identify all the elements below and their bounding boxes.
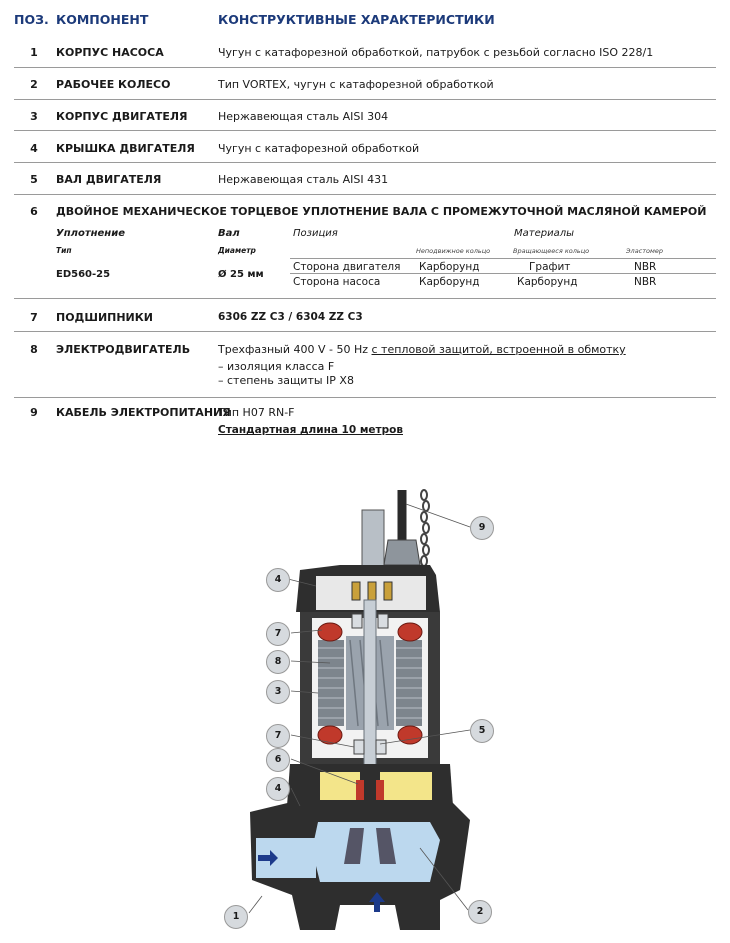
header-characteristics: КОНСТРУКТИВНЫЕ ХАРАКТЕРИСТИКИ (218, 12, 495, 27)
callout-bubble: 7 (266, 622, 290, 646)
motor-description-underlined: с тепловой защитой, встроенной в обмотку (371, 343, 626, 356)
seal-title: ДВОЙНОЕ МЕХАНИЧЕСКОЕ ТОРЦЕВОЕ УПЛОТНЕНИЕ ВАЛА С ПРОМЕЖУТОЧНОЙ МАСЛЯНОЙ КАМЕРОЙ (56, 205, 707, 218)
callout-bubble: 1 (224, 905, 248, 929)
row-description: Нержавеющая сталь AISI 304 (218, 110, 389, 123)
impeller-chamber (312, 822, 440, 882)
seal-position: Сторона двигателя (293, 261, 401, 273)
row-component: КОРПУС ДВИГАТЕЛЯ (56, 110, 188, 123)
diameter-sub-label: Диаметр (218, 246, 256, 255)
seal-divider (290, 273, 716, 274)
row-description: Тип H07 RN-F (218, 406, 295, 419)
callout-bubble: 6 (266, 748, 290, 772)
row-component: ВАЛ ДВИГАТЕЛЯ (56, 173, 162, 186)
shaft-column-label: Вал (218, 228, 240, 239)
pump-cross-section-diagram (0, 470, 730, 943)
table-row (14, 304, 716, 332)
motor-description-main: Трехфазный 400 V - 50 Hz (218, 343, 372, 356)
handle-tube (362, 510, 384, 570)
fixed-ring-sub-label: Неподвижное кольцо (416, 247, 491, 255)
shaft-diameter-value: Ø 25 мм (218, 269, 264, 280)
row-number: 5 (30, 173, 38, 186)
header-component: КОМПОНЕНТ (56, 12, 149, 27)
callout-bubble: 9 (470, 516, 494, 540)
row-component: ЭЛЕКТРОДВИГАТЕЛЬ (56, 343, 191, 356)
row-number: 7 (30, 311, 38, 324)
row-component: ПОДШИПНИКИ (56, 311, 153, 324)
row-number: 1 (30, 46, 38, 59)
rotating-ring-sub-label: Вращающееся кольцо (513, 247, 590, 255)
seal-divider (290, 258, 716, 259)
callout-bubble: 4 (266, 568, 290, 592)
row-component: КРЫШКА ДВИГАТЕЛЯ (56, 142, 195, 155)
elastomer-sub-label: Эластомер (626, 247, 664, 255)
row-description: 6306 ZZ C3 / 6304 ZZ C3 (218, 311, 363, 323)
callout-bubble: 5 (470, 719, 494, 743)
row-number: 4 (30, 142, 38, 155)
table-row (14, 167, 716, 195)
seal-rotating-ring: Карборунд (517, 276, 578, 288)
seal-column-label: Уплотнение (56, 228, 125, 239)
row-description: Чугун с катафорезной обработкой, патрубок с резьбой согласно ISO 228/1 (218, 46, 654, 59)
seal-elastomer: NBR (634, 261, 657, 273)
seal-rotating-ring: Графит (529, 261, 571, 273)
seal-elastomer: NBR (634, 276, 657, 288)
terminal-block-icon (352, 582, 392, 600)
row-description: Тип VORTEX, чугун с катафорезной обработкой (218, 78, 494, 91)
row-description: Чугун с катафорезной обработкой (218, 142, 420, 155)
materials-column-label: Материалы (514, 228, 574, 239)
callout-bubble: 3 (266, 680, 290, 704)
cable-gland (384, 540, 420, 565)
row-number: 9 (30, 406, 38, 419)
callout-bubble: 2 (468, 900, 492, 924)
seal-fixed-ring: Карборунд (419, 261, 480, 273)
type-sub-label: Тип (56, 246, 72, 255)
table-row (14, 104, 716, 131)
motor-bullet: – степень защиты IP X8 (218, 374, 354, 387)
row-number: 6 (30, 205, 38, 218)
row-description (218, 343, 626, 356)
seal-fixed-ring: Карборунд (419, 276, 480, 288)
row-component: КАБЕЛЬ ЭЛЕКТРОПИТАНИЯ (56, 406, 231, 419)
row-number: 8 (30, 343, 38, 356)
seal-position: Сторона насоса (293, 276, 381, 288)
chain-icon (421, 490, 430, 577)
callout-bubble: 4 (266, 777, 290, 801)
row-description: Нержавеющая сталь AISI 431 (218, 173, 389, 186)
row-number: 2 (30, 78, 38, 91)
callout-bubble: 7 (266, 724, 290, 748)
seal-type-value: ED560-25 (56, 269, 111, 280)
seal-section (14, 199, 716, 299)
cable-standard-length: Стандартная длина 10 метров (218, 424, 403, 436)
table-row (14, 400, 716, 440)
header-pos: ПОЗ. (14, 12, 49, 27)
table-row (14, 336, 716, 398)
table-row (14, 40, 716, 68)
row-component: КОРПУС НАСОСА (56, 46, 164, 59)
callout-bubble: 8 (266, 650, 290, 674)
motor-bullet: – изоляция класса F (218, 360, 335, 373)
table-row (14, 136, 716, 163)
table-row (14, 72, 716, 100)
row-number: 3 (30, 110, 38, 123)
position-column-label: Позиция (293, 228, 338, 239)
row-component: РАБОЧЕЕ КОЛЕСО (56, 78, 171, 91)
